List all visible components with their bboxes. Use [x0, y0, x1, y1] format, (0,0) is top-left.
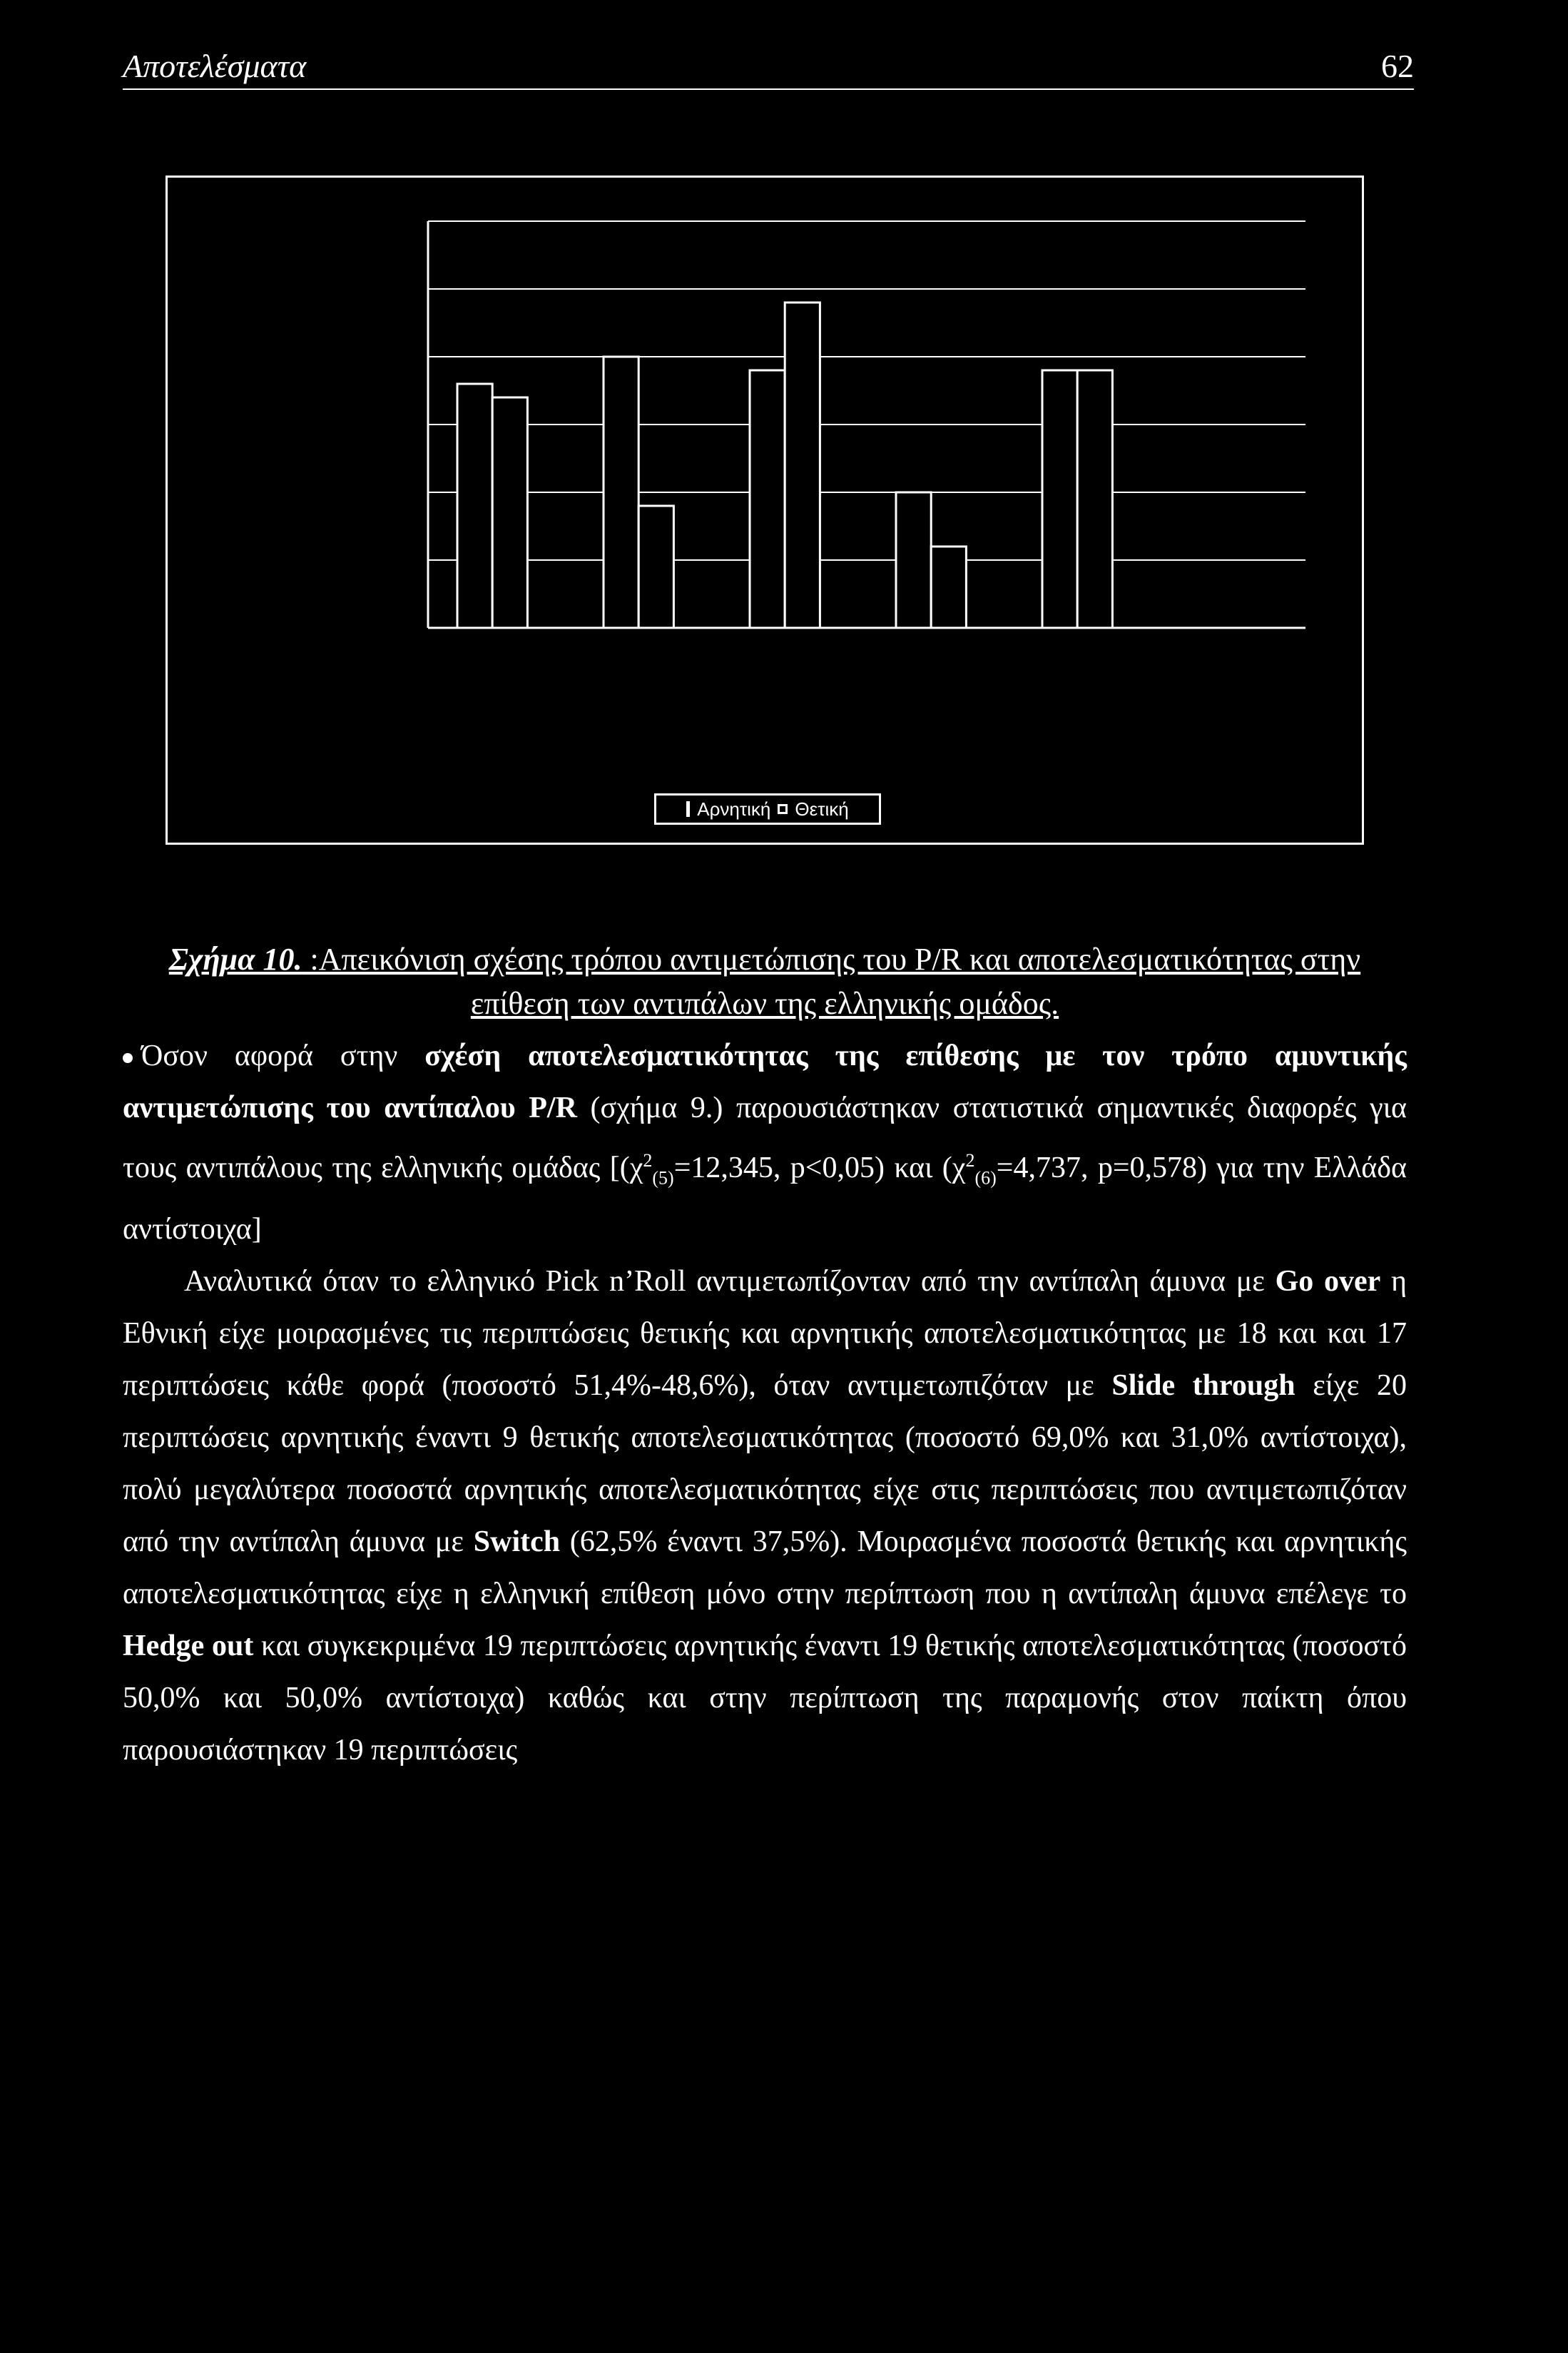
legend-negative-label: Αρνητική — [697, 798, 771, 820]
chart-legend — [654, 793, 881, 825]
bar-negative — [750, 370, 785, 628]
bar-positive — [931, 547, 966, 628]
bar-negative — [604, 357, 638, 628]
bar-chart — [0, 0, 1568, 856]
caption-label: Σχήμα 10. — [168, 942, 302, 977]
paragraph-1: Όσον αφορά στην σχέση αποτελεσματικότητας της επίθεσης με τον τρόπο αμυντικής αντιμετώπισης του αντίπαλου P/R (σχήμα 9.) παρουσιάστηκαν στατιστικά σημαντικές διαφορές για τους αντιπάλους της ελληνικής ομάδας [($\chi^2_{(5)}=12,345$, p<0,05) και ($\chi^2_{(6)}=4,737$, p=0,578) για την Ελλάδα αντίστοιχα] — [123, 1040, 1407, 1246]
page-number: 62 — [1381, 48, 1414, 84]
bar-positive — [1077, 370, 1112, 628]
bar-positive — [785, 303, 820, 628]
bar-positive — [638, 506, 673, 628]
figure-caption — [123, 937, 1407, 1026]
paragraph-2: Αναλυτικά όταν το ελληνικό Pick n’Roll αντιμετωπίζονταν από την αντίπαλη άμυνα με Go over η Εθνική είχε μοιρασμένες τις περιπτώσεις θετικής και αρνητικής αποτελεσματικότητας με 18 και και 17 περιπτώσεις κάθε φορά (ποσοστό 51,4%-48,6%), όταν αντιμετωπιζόταν με Slide through είχε 20 περιπτώσεις αρνητικής έναντι 9 θετικής αποτελεσματικότητας (ποσοστό 69,0% και 31,0% αντίστοιχα), πολύ μεγαλύτερα ποσοστά αρνητικής αποτελεσματικότητας είχε στις περιπτώσεις που αντιμετωπιζόταν από την αντίπαλη άμυνα με Switch (62,5% έναντι 37,5%). Μοιρασμένα ποσοστά θετικής και αρνητικής αποτελεσματικότητας είχε η ελληνική επίθεση μόνο στην περίπτωση που η αντίπαλη άμυνα επέλεγε το Hedge out και συγκεκριμένα 19 περιπτώσεις αρνητικής έναντι 19 θετικής αποτελεσματικότητας (ποσοστό 50,0% και 50,0% αντίστοιχα) καθώς και στην περίπτωση της παραμονής στον παίκτη όπου παρουσιάστηκαν 19 περιπτώσεις — [123, 1265, 1407, 1767]
body-text — [123, 1030, 1407, 1777]
legend-positive-swatch — [778, 804, 788, 814]
bar-negative — [896, 492, 931, 628]
bar-negative — [457, 384, 492, 628]
bar-positive — [492, 397, 527, 628]
legend-negative-swatch — [686, 801, 690, 817]
bullet-icon — [123, 1053, 133, 1063]
caption-text: :Απεικόνιση σχέσης τρόπου αντιμετώπισης του P/R και αποτελεσματικότητας στην επίθεση των αντιπάλων της ελληνικής ομάδος. — [302, 942, 1361, 1021]
section-title: Αποτελέσματα — [123, 48, 307, 84]
bar-negative — [1042, 370, 1077, 628]
legend-positive-label: Θετική — [795, 798, 849, 820]
